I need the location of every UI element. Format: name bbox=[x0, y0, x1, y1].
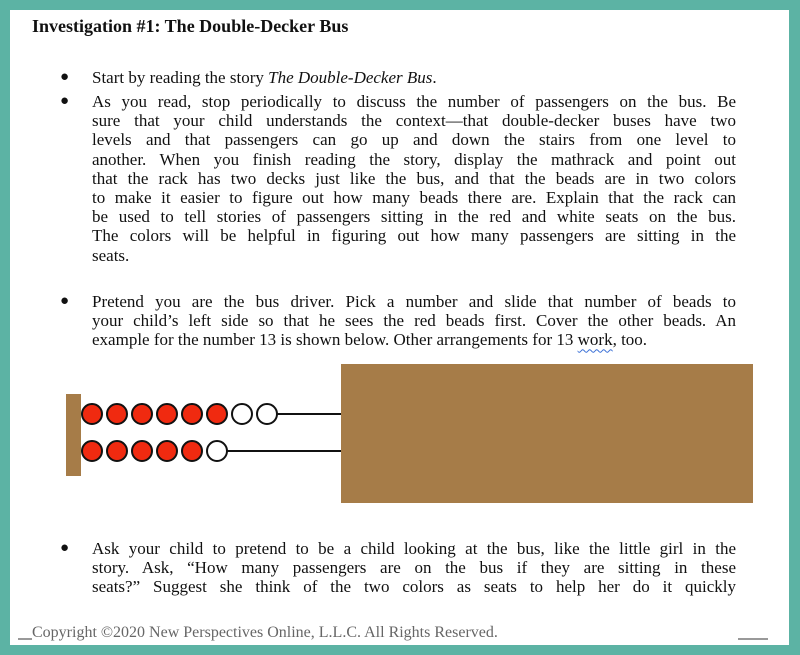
text-run: story. Ask, “How many passengers are on the bus if they are sitting in these bbox=[92, 558, 736, 578]
text-run: . bbox=[432, 68, 437, 87]
copyright-footer: Copyright ©2020 New Perspectives Online, L.L.C. All Rights Reserved. bbox=[32, 624, 498, 641]
document-page bbox=[10, 10, 789, 645]
text-run: Ask your child to pretend to be a child looking at the bus, like the little girl in the bbox=[92, 539, 736, 558]
red-bead bbox=[81, 440, 103, 462]
rack-rod bbox=[227, 450, 341, 452]
red-bead bbox=[206, 403, 228, 425]
page-title: Investigation #1: The Double-Decker Bus bbox=[32, 16, 349, 36]
bullet-text-line bbox=[92, 558, 736, 577]
bullet-dot-icon: ● bbox=[60, 540, 70, 556]
text-run: Pretend you are the bus driver. Pick a number and slide that number of beads to bbox=[92, 292, 736, 311]
bullet-dot-icon: ● bbox=[60, 69, 70, 85]
bullet-text-line bbox=[92, 330, 736, 349]
red-bead bbox=[181, 440, 203, 462]
red-bead bbox=[156, 403, 178, 425]
text-run: your child’s left side so that he sees the red beads first. Cover the other beads. An bbox=[92, 311, 736, 331]
red-bead bbox=[156, 440, 178, 462]
bullet-text-line bbox=[92, 311, 736, 330]
red-bead bbox=[131, 440, 153, 462]
bullet-text-line bbox=[92, 246, 736, 265]
bullet-text-line bbox=[92, 226, 736, 245]
bullet-text-line bbox=[92, 207, 736, 226]
text-run: example for the number 13 is shown below. Other arrangements for 13 bbox=[92, 330, 578, 350]
bullet-text-line bbox=[92, 169, 736, 188]
text-run: seats?” Suggest she think of the two colors as seats to help her do it quickly bbox=[92, 577, 736, 597]
text-run: sure that your child understands the context—that double-decker buses have two bbox=[92, 111, 736, 131]
text-run: As you read, stop periodically to discuss the number of passengers on the bus. Be bbox=[92, 92, 736, 111]
rack-frame bbox=[66, 394, 81, 476]
text-run: to make it easier to figure out how many beads there are. Explain that the rack can bbox=[92, 188, 736, 207]
bullet-text-line bbox=[92, 577, 736, 596]
bullet-text-line bbox=[92, 92, 736, 111]
bead-cover bbox=[341, 364, 753, 503]
bullet-text-line bbox=[92, 188, 736, 207]
bullet-text-line bbox=[92, 130, 736, 149]
bullet-dot-icon: ● bbox=[60, 293, 70, 309]
text-run: Start by reading the story bbox=[92, 68, 269, 87]
page-corner-mark bbox=[18, 638, 32, 640]
page-corner-mark bbox=[738, 638, 768, 640]
red-bead bbox=[106, 403, 128, 425]
bullet-text-line bbox=[92, 292, 736, 311]
white-bead bbox=[231, 403, 253, 425]
red-bead bbox=[181, 403, 203, 425]
text-run: seats. bbox=[92, 245, 130, 265]
bullet-dot-icon: ● bbox=[60, 93, 70, 109]
red-bead bbox=[81, 403, 103, 425]
text-run: levels and that passengers can go up and down the stairs from one level to bbox=[92, 130, 736, 150]
spellcheck-word: work bbox=[577, 330, 613, 350]
bullet-text-line bbox=[92, 150, 736, 169]
bullet-text-line bbox=[92, 539, 736, 558]
rack-rod bbox=[277, 413, 341, 415]
white-bead bbox=[256, 403, 278, 425]
red-bead bbox=[131, 403, 153, 425]
bullet-text-line bbox=[92, 68, 736, 87]
text-run: that the rack has two decks just like the bus, and that the beads are in two colors bbox=[92, 168, 736, 188]
text-run: , too. bbox=[612, 330, 648, 350]
white-bead bbox=[206, 440, 228, 462]
text-run: be used to tell stories of passengers sitting in the red and white seats on the bus. bbox=[92, 207, 736, 227]
bullet-text-line bbox=[92, 111, 736, 130]
text-run: another. When you finish reading the story, display the mathrack and point out bbox=[92, 149, 736, 169]
story-title: The Double-Decker Bus bbox=[268, 68, 433, 87]
text-run: The colors will be helpful in figuring out how many passengers are sitting in the bbox=[92, 226, 736, 246]
red-bead bbox=[106, 440, 128, 462]
